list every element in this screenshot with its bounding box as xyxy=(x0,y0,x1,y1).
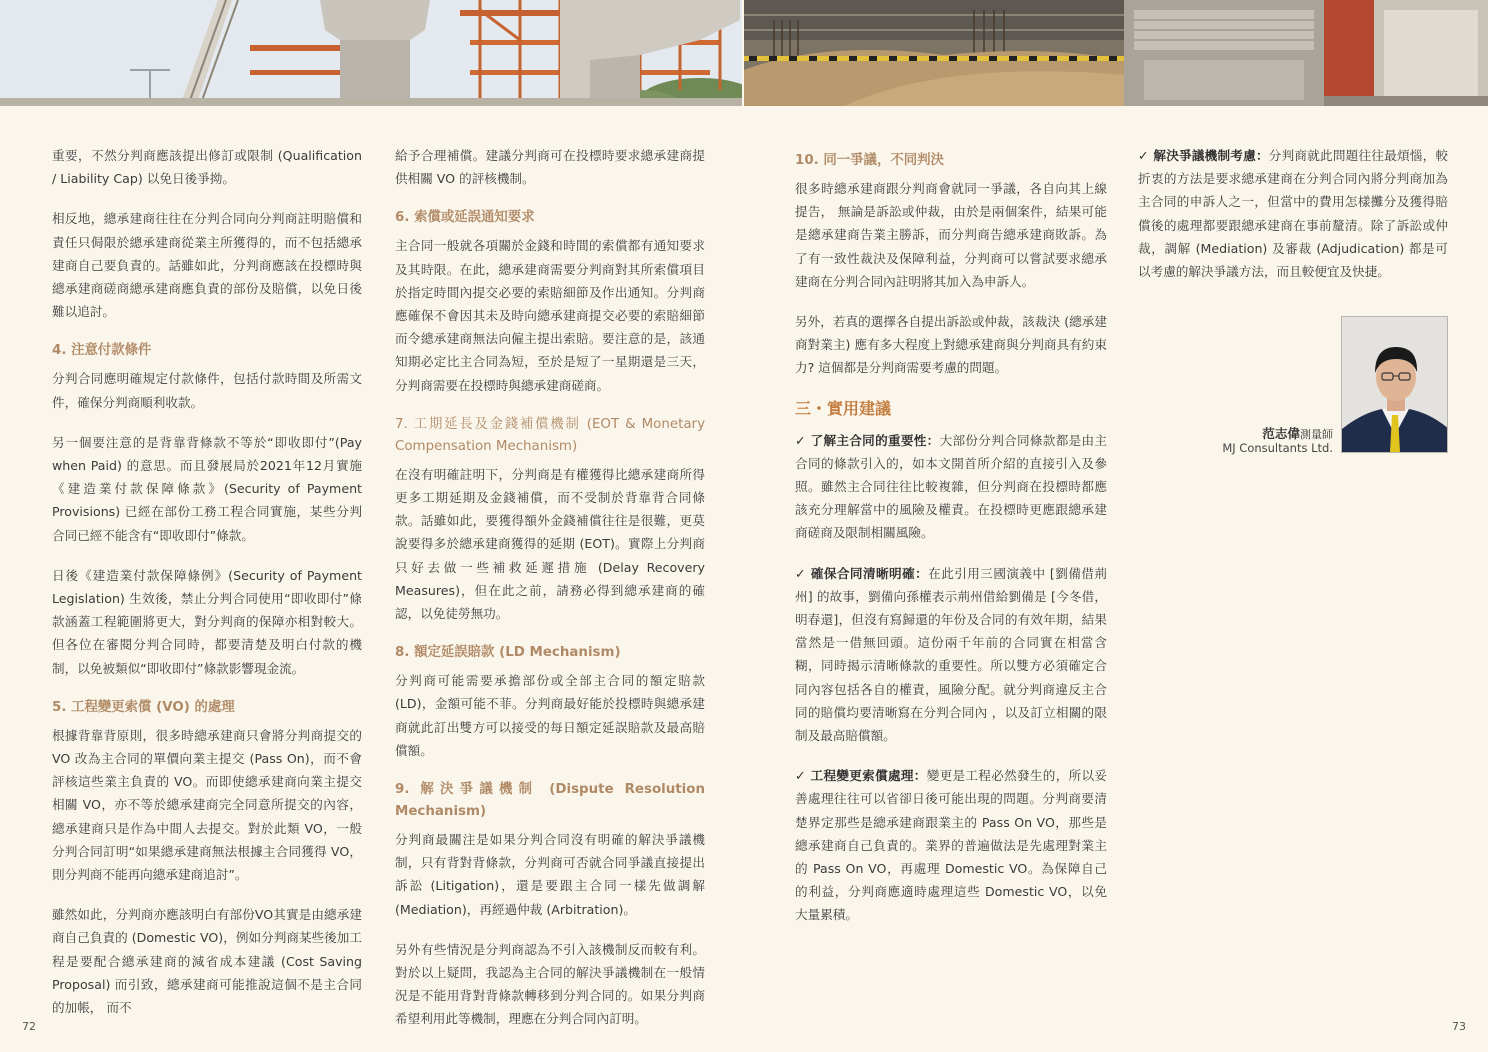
paragraph: 分判合同應明確規定付款條件，包括付款時間及所需文件，確保分判商順利收款。 xyxy=(52,371,362,410)
author-title: 測量師 xyxy=(1300,428,1333,441)
paragraph: 分判商最關注是如果分判合同沒有明確的解決爭議機制，只有背對背條款，分判商可否就合同爭議直接提出訴訟 (Litigation)，還是要跟主合同一樣先做調解 (Mediation)，再經過仲裁 (Arbitration)。 xyxy=(395,832,705,917)
text-column-2 xyxy=(395,144,705,1048)
author-name-text: 范志偉 xyxy=(1262,426,1300,441)
paragraph: 給予合理補償。建議分判商可在投標時要求總承建商提供相關 VO 的評核機制。 xyxy=(395,148,705,187)
advice-text: 大部份分判合同條款都是由主合同的條款引入的，如本文開首所介紹的直接引入及參照。雖然主合同往往比較複雜，但分判商在投標時都應該充分理解當中的風險及權責。在投標時更應跟總承建商磋商及限制相關風險。 xyxy=(795,432,1107,541)
section-heading-8: 8. 額定延誤賠款 (LD Mechanism) xyxy=(395,645,621,661)
advice-lead: ✓ 確保合同清晰明確： xyxy=(795,565,929,581)
author-portrait xyxy=(1341,316,1448,453)
text-column-4 xyxy=(1138,144,1448,300)
section-heading-9: 9. 解決爭議機制 (Dispute Resolution Mechanism) xyxy=(395,782,705,820)
paragraph xyxy=(1138,144,1448,283)
author-name xyxy=(1200,423,1333,442)
advice-lead: ✓ 工程變更索償處理： xyxy=(795,768,927,784)
page-number-left: 72 xyxy=(22,1020,36,1033)
advice-lead: ✓ 了解主合同的重要性： xyxy=(795,432,940,448)
advice-lead: ✓ 解決爭議機制考慮： xyxy=(1138,148,1269,163)
paragraph xyxy=(795,429,1107,545)
paragraph: 重要，不然分判商應該提出修訂或限制 (Qualification / Liability Cap) 以免日後爭拗。 xyxy=(52,148,362,187)
paragraph: 相反地，總承建商往往在分判合同向分判商註明賠償和責任只侷限於總承建商從業主所獲得的，而不包括總承建商自己要負責的。話雖如此，分判商應該在投標時與總承建商磋商總承建商應負責的部份及賠償，以免日後難以追討。 xyxy=(52,211,362,320)
section-heading-6: 6. 索償或延誤通知要求 xyxy=(395,210,535,226)
text-column-1 xyxy=(52,144,362,1036)
header-banner xyxy=(0,0,1488,106)
paragraph: 另一個要注意的是背靠背條款不等於“即收即付”(Pay when Paid) 的意思。而且發展局於2021年12月實施《建造業付款保障條款》(Security of Payment Provisions) 已經在部份工務工程合同實施，某些分判合同已經不能含有“即收即付”條款。 xyxy=(52,434,362,543)
section-heading-4: 4. 注意付款條件 xyxy=(52,343,152,359)
paragraph: 另外，若真的選擇各自提出訴訟或仲裁，該裁決 (總承建商對業主) 應有多大程度上對總承建商與分判商具有約束力? 這個都是分判商需要考慮的問題。 xyxy=(795,314,1107,376)
paragraph: 在沒有明確註明下，分判商是有權獲得比總承建商所得更多工期延期及金錢補償，而不受制於背靠背合同條款。話雖如此，要獲得額外金錢補償往往是很難，更莫說要得多於總承建商獲得的延期 (EOT)。實際上分判商只好去做一些補救延遲措施 (Delay Recovery Measures)，但在此之前，請務必得到總承建商的確認，以免徒勞無功。 xyxy=(395,466,705,622)
paragraph: 雖然如此，分判商亦應該明白有部份VO其實是由總承建商自己負責的 (Domestic VO)，例如分判商某些後加工程是要配合總承建商的減省成本建議 (Cost Saving Proposal) 而引致，總承建商可能推說這個不是主合同的加帳， 而不 xyxy=(52,907,362,1016)
paragraph: 主合同一般就各項關於金錢和時間的索償都有通知要求及其時限。在此，總承建商需要分判商對其所索償項目於指定時間內提交必要的索賠細節及作出通知。分判商應確保不會因其未及時向總承建商提交必要的索賠細節而令總承建商無法向僱主提出索賠。要注意的是，該通知期必定比主合同為短，至於是短了一星期還是三天，分判商需要在投標時與總承建商磋商。 xyxy=(395,238,705,393)
paragraph: 很多時總承建商跟分判商會就同一爭議，各自向其上線提告， 無論是訴訟或仲裁，由於是兩個案件，結果可能是總承建商告業主勝訴，而分判商告總承建商敗訴。為了有一致性裁決及保障利益，分判商可以嘗試要求總承建商在分判合同內註明將其加入為申訴人。 xyxy=(795,181,1107,289)
construction-site-photo xyxy=(744,0,1488,106)
advice-text: 分判商就此問題往往最煩惱，較折衷的方法是要求總承建商在分判合同內將分判商加為主合同的申訴人之一，但當中的費用怎樣攤分及獲得賠償後的處理都要跟總承建商在事前釐清。除了訴訟或仲裁，調解 (Mediation) 及審裁 (Adjudication) 都是可以考慮的解決爭議方法，而且較便宜及快捷。 xyxy=(1138,148,1449,280)
paragraph xyxy=(795,562,1107,748)
text-column-3 xyxy=(795,144,1107,944)
advice-text: 變更是工程必然發生的，所以妥善處理往往可以省卻日後可能出現的問題。分判商要清楚界定那些是總承建商跟業主的 Pass On VO，那些是總承建商自己負責的。業界的普遍做法是先處理對業主的 Pass On VO，再處理 Domestic VO。為保障自己的利益，分判商應適時處理這些 Domestic VO，以免大量累積。 xyxy=(795,768,1108,923)
bridge-construction-photo xyxy=(0,0,742,106)
section-title-practical-advice: 三・實用建議 xyxy=(795,398,892,418)
page-number-right: 73 xyxy=(1452,1020,1466,1033)
paragraph: 分判商可能需要承擔部份或全部主合同的額定賠款 (LD)，金額可能不菲。分判商最好能於投標時與總承建商就此訂出雙方可以接受的每日額定延誤賠款及最高賠償額。 xyxy=(395,673,705,758)
section-heading-5: 5. 工程變更索償 (VO) 的處理 xyxy=(52,699,235,715)
author-company: MJ Consultants Ltd. xyxy=(1222,441,1333,455)
section-heading-10: 10. 同一爭議，不同判決 xyxy=(795,153,944,168)
paragraph: 日後《建造業付款保障條例》(Security of Payment Legislation) 生效後，禁止分判合同使用“即收即付”條款涵蓋工程範圍將更大，對分判商的保障亦相對較大。但各位在審閱分判合同時，都要清楚及明白付款的機制，以免被類似“即收即付”條款影響現金流。 xyxy=(52,567,362,676)
advice-text: 在此引用三國演義中 [劉備借荊州] 的故事，劉備向孫權表示荊州借給劉備是 [今冬借，明春還]，但沒有寫歸還的年份及合同的有效年期，結果當然是一借無回頭。這份兩千年前的合同實在相當含糊，同時揭示清晰條款的重要性。所以雙方必須確定合同內容包括各自的權責，風險分配。就分判商違反主合同的賠償均要清晰寫在分判合同內 ，以及訂立相關的限制及最高賠償額。 xyxy=(795,565,1107,744)
paragraph: 另外有些情況是分判商認為不引入該機制反而較有利。對於以上疑問，我認為主合同的解決爭議機制在一般情況是不能用背對背條款轉移到分判合同的。如果分判商希望利用此等機制，理應在分判合同內訂明。 xyxy=(395,941,705,1027)
paragraph: 根據背靠背原則，很多時總承建商只會將分判商提交的 VO 改為主合同的單價向業主提交 (Pass On)，而不會評核這些業主負責的 VO。而即使總承建商向業主提交相關 VO，亦不等於總承建商完全同意所提交的內容，總承建商只是作為中間人去提交。對於此類 VO，一般分判合同訂明“如果總承建商無法根據主合同獲得 VO，則分判商不能再向總承建商追討”。 xyxy=(52,727,362,883)
section-heading-7: 7. 工期延長及金錢補償機制 (EOT & Monetary Compensation Mechanism) xyxy=(395,416,705,454)
paragraph xyxy=(795,764,1107,926)
